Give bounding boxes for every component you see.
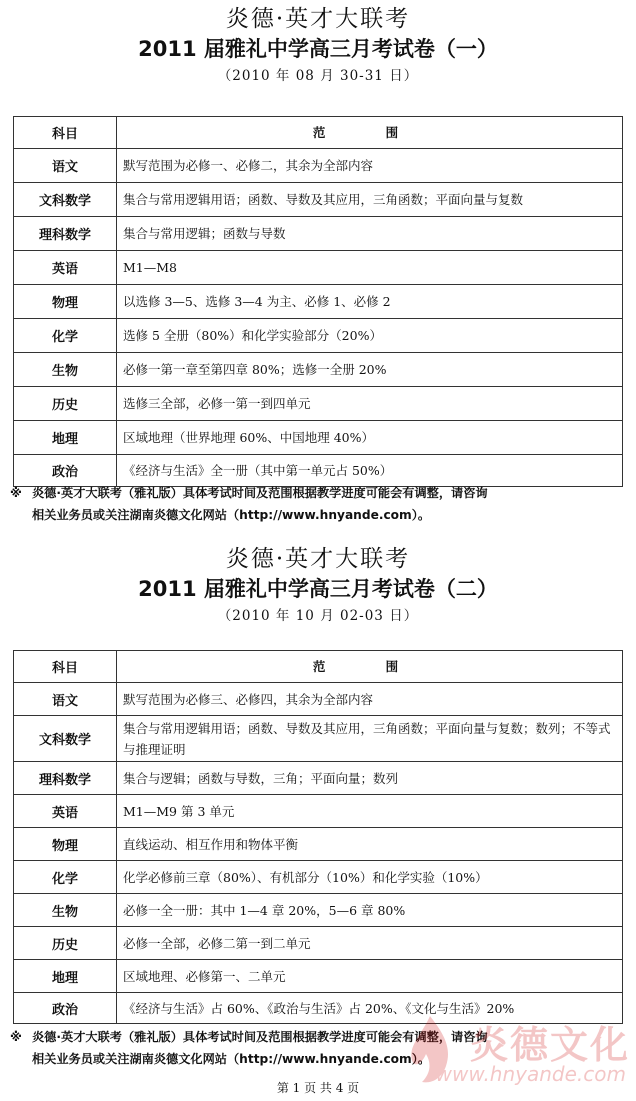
subject-cell: 地理 (14, 421, 117, 455)
scope-cell: 必修一全部，必修二第一到二单元 (117, 927, 623, 960)
note-line-2: 相关业务员或关注湖南炎德文化网站（http://www.hnyande.com）。 (32, 508, 431, 522)
scope-cell: 区域地理、必修第一、二单元 (117, 960, 623, 993)
table-row (14, 861, 623, 894)
exam-date: （2010 年 10 月 02-03 日） (217, 608, 419, 624)
syllabus-table-1 (13, 116, 623, 487)
reference-mark: ※ (10, 486, 22, 500)
subject-cell: 地理 (14, 960, 117, 993)
table-row (14, 762, 623, 795)
scope-cell: 直线运动、相互作用和物体平衡 (117, 828, 623, 861)
subject-cell: 文科数学 (14, 183, 117, 217)
subject-cell: 文科数学 (14, 716, 117, 762)
table-row (14, 960, 623, 993)
exam-section-1 (0, 4, 636, 88)
subject-cell: 化学 (14, 861, 117, 894)
reference-mark: ※ (10, 1030, 22, 1044)
table-row (14, 795, 623, 828)
subject-cell: 历史 (14, 927, 117, 960)
table-row (14, 894, 623, 927)
scope-cell: 必修一第一章至第四章 80%；选修一全册 20% (117, 353, 623, 387)
brand-title: 炎德·英才大联考 (225, 6, 411, 32)
table-row (14, 683, 623, 716)
scope-cell: 集合与常用逻辑用语；函数、导数及其应用，三角函数；平面向量与复数 (117, 183, 623, 217)
subject-cell: 语文 (14, 149, 117, 183)
subject-cell: 化学 (14, 319, 117, 353)
table-row (14, 285, 623, 319)
scope-cell: 以选修 3—5、选修 3—4 为主、必修 1、必修 2 (117, 285, 623, 319)
note-line-2: 相关业务员或关注湖南炎德文化网站（http://www.hnyande.com）。 (32, 1052, 431, 1066)
syllabus-table-2 (13, 650, 623, 1024)
note-line-1: 炎德·英才大联考（雅礼版）具体考试时间及范围根据教学进度可能会有调整，请咨询 (32, 1030, 488, 1044)
header-scope: 范 围 (117, 117, 623, 149)
exam-title: 2011 届雅礼中学高三月考试卷（一） (138, 37, 498, 61)
table-row (14, 828, 623, 861)
subject-cell: 英语 (14, 795, 117, 828)
subject-cell: 生物 (14, 894, 117, 927)
subject-cell: 历史 (14, 387, 117, 421)
subject-cell: 理科数学 (14, 762, 117, 795)
note-line-1: 炎德·英才大联考（雅礼版）具体考试时间及范围根据教学进度可能会有调整，请咨询 (32, 486, 488, 500)
header-scope: 范 围 (117, 651, 623, 683)
scope-cell: M1—M9 第 3 单元 (117, 795, 623, 828)
subject-cell: 物理 (14, 285, 117, 319)
header-subject: 科目 (14, 651, 117, 683)
exam-date: （2010 年 08 月 30-31 日） (217, 68, 419, 84)
scope-cell: M1—M8 (117, 251, 623, 285)
subject-cell: 物理 (14, 828, 117, 861)
subject-cell: 理科数学 (14, 217, 117, 251)
scope-cell: 区域地理（世界地理 60%、中国地理 40%） (117, 421, 623, 455)
scope-cell: 集合与常用逻辑用语；函数、导数及其应用，三角函数；平面向量与复数；数列；不等式与推理证明 (117, 716, 623, 762)
scope-cell: 必修一全一册：其中 1—4 章 20%，5—6 章 80% (117, 894, 623, 927)
table-row (14, 387, 623, 421)
table-row (14, 183, 623, 217)
watermark-text: 炎德文化 (469, 1023, 630, 1067)
scope-cell: 《经济与生活》全一册（其中第一单元占 50%） (117, 455, 623, 487)
scope-cell: 《经济与生活》占 60%、《政治与生活》占 20%、《文化与生活》20% (117, 993, 623, 1024)
subject-cell: 语文 (14, 683, 117, 716)
subject-cell: 政治 (14, 993, 117, 1024)
footnote-2 (10, 1026, 630, 1070)
scope-cell: 集合与常用逻辑；函数与导数 (117, 217, 623, 251)
scope-cell: 集合与逻辑；函数与导数，三角；平面向量；数列 (117, 762, 623, 795)
table-row (14, 716, 623, 762)
table-row (14, 421, 623, 455)
scope-cell: 默写范围为必修一、必修二，其余为全部内容 (117, 149, 623, 183)
scope-cell: 化学必修前三章（80%）、有机部分（10%）和化学实验（10%） (117, 861, 623, 894)
table-row (14, 149, 623, 183)
subject-cell: 生物 (14, 353, 117, 387)
subject-cell: 政治 (14, 455, 117, 487)
scope-cell: 选修三全部，必修一第一到四单元 (117, 387, 623, 421)
brand-title: 炎德·英才大联考 (225, 546, 411, 572)
scope-cell: 选修 5 全册（80%）和化学实验部分（20%） (117, 319, 623, 353)
header-subject: 科目 (14, 117, 117, 149)
exam-section-2 (0, 544, 636, 628)
scope-cell: 默写范围为必修三、必修四，其余为全部内容 (117, 683, 623, 716)
exam-title: 2011 届雅礼中学高三月考试卷（二） (138, 577, 498, 601)
footnote-1 (10, 482, 630, 526)
table-row (14, 353, 623, 387)
table-row (14, 319, 623, 353)
table-row (14, 927, 623, 960)
watermark-url: www.hnyande.com (435, 1062, 626, 1086)
table-header-row (14, 117, 623, 149)
table-header-row (14, 651, 623, 683)
subject-cell: 英语 (14, 251, 117, 285)
table-row (14, 217, 623, 251)
table-row (14, 993, 623, 1024)
page-footer: 第 1 页 共 4 页 (276, 1081, 360, 1095)
table-row (14, 251, 623, 285)
